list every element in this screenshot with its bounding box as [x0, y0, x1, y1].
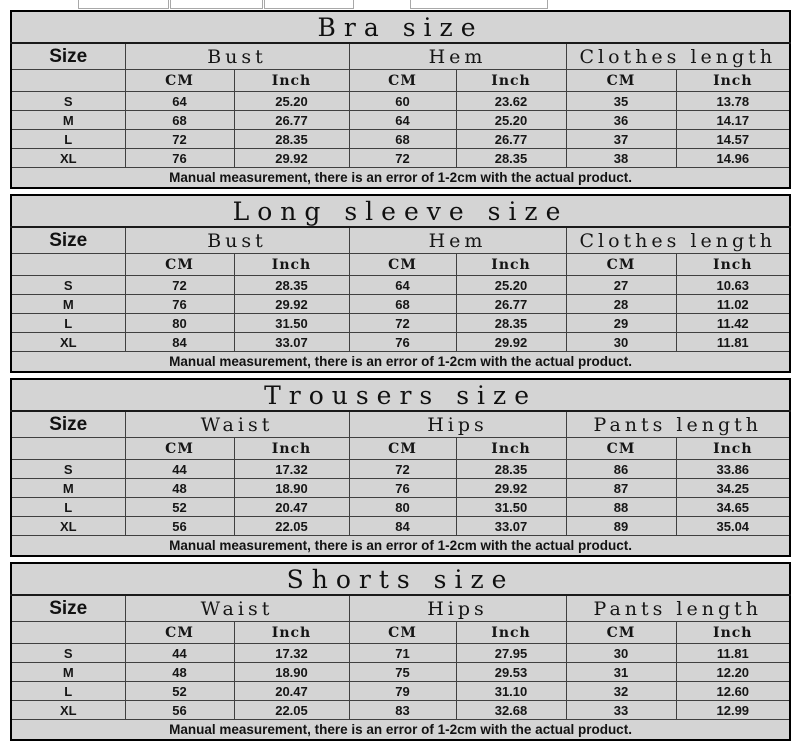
- value-cell: 76: [125, 149, 234, 168]
- cropped-table-above: [0, 0, 810, 10]
- value-cell: 84: [125, 333, 234, 352]
- value-cell: 28.35: [456, 149, 566, 168]
- empty-cell: [11, 438, 125, 460]
- unit-inch-header: Inch: [456, 438, 566, 460]
- measurement-note-row: [11, 536, 790, 557]
- table-row-s: [11, 276, 790, 295]
- value-cell: 32.68: [456, 701, 566, 720]
- value-cell: 86: [566, 460, 676, 479]
- value-cell: 25.20: [456, 276, 566, 295]
- value-cell: 31: [566, 663, 676, 682]
- value-cell: 33.07: [234, 333, 349, 352]
- size-cell: L: [11, 498, 125, 517]
- value-cell: 29.92: [234, 149, 349, 168]
- value-cell: 26.77: [456, 130, 566, 149]
- column-group-hips: Hips: [349, 595, 566, 622]
- value-cell: 68: [349, 295, 456, 314]
- value-cell: 72: [349, 460, 456, 479]
- size-cell: S: [11, 276, 125, 295]
- column-group-clothes-length: Clothes length: [566, 227, 790, 254]
- value-cell: 28.35: [234, 130, 349, 149]
- value-cell: 17.32: [234, 644, 349, 663]
- value-cell: 72: [125, 130, 234, 149]
- value-cell: 11.02: [676, 295, 790, 314]
- value-cell: 52: [125, 498, 234, 517]
- value-cell: 88: [566, 498, 676, 517]
- unit-cm-header: CM: [566, 254, 676, 276]
- value-cell: 79: [349, 682, 456, 701]
- column-group-pants-length: Pants length: [566, 595, 790, 622]
- column-group-header-row: [11, 227, 790, 254]
- unit-header-row: [11, 438, 790, 460]
- table-row-xl: [11, 149, 790, 168]
- value-cell: 33: [566, 701, 676, 720]
- table-title-row: [11, 11, 790, 43]
- column-group-clothes-length: Clothes length: [566, 43, 790, 70]
- size-cell: XL: [11, 149, 125, 168]
- value-cell: 83: [349, 701, 456, 720]
- unit-header-row: [11, 622, 790, 644]
- measurement-note-row: [11, 720, 790, 741]
- unit-inch-header: Inch: [456, 254, 566, 276]
- value-cell: 28.35: [456, 314, 566, 333]
- table-row-m: [11, 111, 790, 130]
- table-row-l: [11, 314, 790, 333]
- value-cell: 29.92: [234, 295, 349, 314]
- column-group-hem: Hem: [349, 227, 566, 254]
- value-cell: 12.20: [676, 663, 790, 682]
- unit-cm-header: CM: [349, 70, 456, 92]
- size-column-header: Size: [11, 411, 125, 438]
- column-group-bust: Bust: [125, 227, 349, 254]
- column-group-header-row: [11, 595, 790, 622]
- value-cell: 28: [566, 295, 676, 314]
- value-cell: 87: [566, 479, 676, 498]
- value-cell: 36: [566, 111, 676, 130]
- empty-cell: [11, 622, 125, 644]
- size-cell: L: [11, 130, 125, 149]
- value-cell: 14.57: [676, 130, 790, 149]
- value-cell: 33.86: [676, 460, 790, 479]
- unit-cm-header: CM: [566, 622, 676, 644]
- value-cell: 31.10: [456, 682, 566, 701]
- value-cell: 28.35: [456, 460, 566, 479]
- value-cell: 28.35: [234, 276, 349, 295]
- unit-inch-header: Inch: [234, 622, 349, 644]
- value-cell: 22.05: [234, 517, 349, 536]
- unit-inch-header: Inch: [456, 70, 566, 92]
- value-cell: 29.92: [456, 479, 566, 498]
- column-group-pants-length: Pants length: [566, 411, 790, 438]
- value-cell: 80: [349, 498, 456, 517]
- measurement-note: Manual measurement, there is an error of 1-2cm with the actual product.: [11, 536, 790, 557]
- value-cell: 12.60: [676, 682, 790, 701]
- value-cell: 38: [566, 149, 676, 168]
- value-cell: 75: [349, 663, 456, 682]
- value-cell: 34.65: [676, 498, 790, 517]
- value-cell: 44: [125, 644, 234, 663]
- value-cell: 89: [566, 517, 676, 536]
- value-cell: 34.25: [676, 479, 790, 498]
- size-cell: M: [11, 295, 125, 314]
- value-cell: 18.90: [234, 479, 349, 498]
- unit-inch-header: Inch: [456, 622, 566, 644]
- value-cell: 13.78: [676, 92, 790, 111]
- table-row-s: [11, 460, 790, 479]
- table-row-l: [11, 682, 790, 701]
- value-cell: 20.47: [234, 498, 349, 517]
- size-cell: L: [11, 682, 125, 701]
- size-column-header: Size: [11, 595, 125, 622]
- unit-inch-header: Inch: [676, 70, 790, 92]
- size-cell: S: [11, 92, 125, 111]
- value-cell: 35.04: [676, 517, 790, 536]
- value-cell: 56: [125, 517, 234, 536]
- value-cell: 14.17: [676, 111, 790, 130]
- value-cell: 60: [349, 92, 456, 111]
- long-sleeve-size-table: [10, 194, 791, 373]
- value-cell: 76: [125, 295, 234, 314]
- value-cell: 29.53: [456, 663, 566, 682]
- table-title-row: [11, 195, 790, 227]
- column-group-header-row: [11, 411, 790, 438]
- unit-inch-header: Inch: [234, 438, 349, 460]
- measurement-note-row: [11, 168, 790, 189]
- value-cell: 32: [566, 682, 676, 701]
- table-row-l: [11, 498, 790, 517]
- unit-inch-header: Inch: [676, 254, 790, 276]
- size-cell: M: [11, 479, 125, 498]
- value-cell: 84: [349, 517, 456, 536]
- value-cell: 25.20: [234, 92, 349, 111]
- unit-inch-header: Inch: [234, 70, 349, 92]
- value-cell: 76: [349, 479, 456, 498]
- unit-cm-header: CM: [349, 438, 456, 460]
- value-cell: 52: [125, 682, 234, 701]
- value-cell: 72: [349, 149, 456, 168]
- value-cell: 35: [566, 92, 676, 111]
- size-cell: XL: [11, 701, 125, 720]
- value-cell: 18.90: [234, 663, 349, 682]
- value-cell: 22.05: [234, 701, 349, 720]
- cropped-table-remnant-cell: [170, 0, 263, 9]
- table-row-m: [11, 479, 790, 498]
- table-title: Bra size: [11, 11, 790, 43]
- table-row-m: [11, 295, 790, 314]
- measurement-note: Manual measurement, there is an error of 1-2cm with the actual product.: [11, 168, 790, 189]
- unit-inch-header: Inch: [234, 254, 349, 276]
- value-cell: 14.96: [676, 149, 790, 168]
- unit-cm-header: CM: [566, 70, 676, 92]
- value-cell: 56: [125, 701, 234, 720]
- value-cell: 31.50: [456, 498, 566, 517]
- size-cell: M: [11, 111, 125, 130]
- table-row-xl: [11, 517, 790, 536]
- column-group-waist: Waist: [125, 411, 349, 438]
- column-group-waist: Waist: [125, 595, 349, 622]
- unit-header-row: [11, 254, 790, 276]
- value-cell: 33.07: [456, 517, 566, 536]
- value-cell: 64: [349, 111, 456, 130]
- column-group-bust: Bust: [125, 43, 349, 70]
- size-cell: S: [11, 460, 125, 479]
- size-column-header: Size: [11, 43, 125, 70]
- table-row-xl: [11, 333, 790, 352]
- table-title: Long sleeve size: [11, 195, 790, 227]
- value-cell: 12.99: [676, 701, 790, 720]
- value-cell: 64: [125, 92, 234, 111]
- value-cell: 68: [349, 130, 456, 149]
- size-cell: S: [11, 644, 125, 663]
- value-cell: 29: [566, 314, 676, 333]
- table-title: Trousers size: [11, 379, 790, 411]
- value-cell: 23.62: [456, 92, 566, 111]
- table-row-s: [11, 92, 790, 111]
- shorts-size-table: [10, 562, 791, 741]
- value-cell: 71: [349, 644, 456, 663]
- value-cell: 10.63: [676, 276, 790, 295]
- value-cell: 25.20: [456, 111, 566, 130]
- table-row-s: [11, 644, 790, 663]
- size-cell: XL: [11, 517, 125, 536]
- unit-header-row: [11, 70, 790, 92]
- value-cell: 68: [125, 111, 234, 130]
- table-title-row: [11, 563, 790, 595]
- unit-cm-header: CM: [125, 438, 234, 460]
- value-cell: 72: [125, 276, 234, 295]
- value-cell: 26.77: [456, 295, 566, 314]
- cropped-table-remnant-cell: [264, 0, 354, 9]
- value-cell: 27: [566, 276, 676, 295]
- column-group-hips: Hips: [349, 411, 566, 438]
- table-row-m: [11, 663, 790, 682]
- size-cell: M: [11, 663, 125, 682]
- measurement-note-row: [11, 352, 790, 373]
- value-cell: 48: [125, 663, 234, 682]
- unit-inch-header: Inch: [676, 438, 790, 460]
- cropped-table-remnant-cell: [410, 0, 548, 9]
- unit-cm-header: CM: [349, 622, 456, 644]
- size-cell: XL: [11, 333, 125, 352]
- value-cell: 80: [125, 314, 234, 333]
- unit-cm-header: CM: [125, 70, 234, 92]
- value-cell: 11.81: [676, 644, 790, 663]
- unit-inch-header: Inch: [676, 622, 790, 644]
- empty-cell: [11, 70, 125, 92]
- value-cell: 17.32: [234, 460, 349, 479]
- value-cell: 11.81: [676, 333, 790, 352]
- table-row-xl: [11, 701, 790, 720]
- value-cell: 44: [125, 460, 234, 479]
- bra-size-table: [10, 10, 791, 189]
- size-column-header: Size: [11, 227, 125, 254]
- column-group-header-row: [11, 43, 790, 70]
- value-cell: 20.47: [234, 682, 349, 701]
- value-cell: 48: [125, 479, 234, 498]
- table-row-l: [11, 130, 790, 149]
- value-cell: 72: [349, 314, 456, 333]
- value-cell: 30: [566, 644, 676, 663]
- size-cell: L: [11, 314, 125, 333]
- trousers-size-table: [10, 378, 791, 557]
- value-cell: 37: [566, 130, 676, 149]
- value-cell: 11.42: [676, 314, 790, 333]
- table-title: Shorts size: [11, 563, 790, 595]
- value-cell: 29.92: [456, 333, 566, 352]
- unit-cm-header: CM: [125, 622, 234, 644]
- value-cell: 27.95: [456, 644, 566, 663]
- unit-cm-header: CM: [349, 254, 456, 276]
- measurement-note: Manual measurement, there is an error of 1-2cm with the actual product.: [11, 720, 790, 741]
- value-cell: 26.77: [234, 111, 349, 130]
- value-cell: 64: [349, 276, 456, 295]
- empty-cell: [11, 254, 125, 276]
- value-cell: 31.50: [234, 314, 349, 333]
- column-group-hem: Hem: [349, 43, 566, 70]
- measurement-note: Manual measurement, there is an error of 1-2cm with the actual product.: [11, 352, 790, 373]
- unit-cm-header: CM: [566, 438, 676, 460]
- value-cell: 76: [349, 333, 456, 352]
- table-title-row: [11, 379, 790, 411]
- value-cell: 30: [566, 333, 676, 352]
- cropped-table-remnant-cell: [78, 0, 169, 9]
- unit-cm-header: CM: [125, 254, 234, 276]
